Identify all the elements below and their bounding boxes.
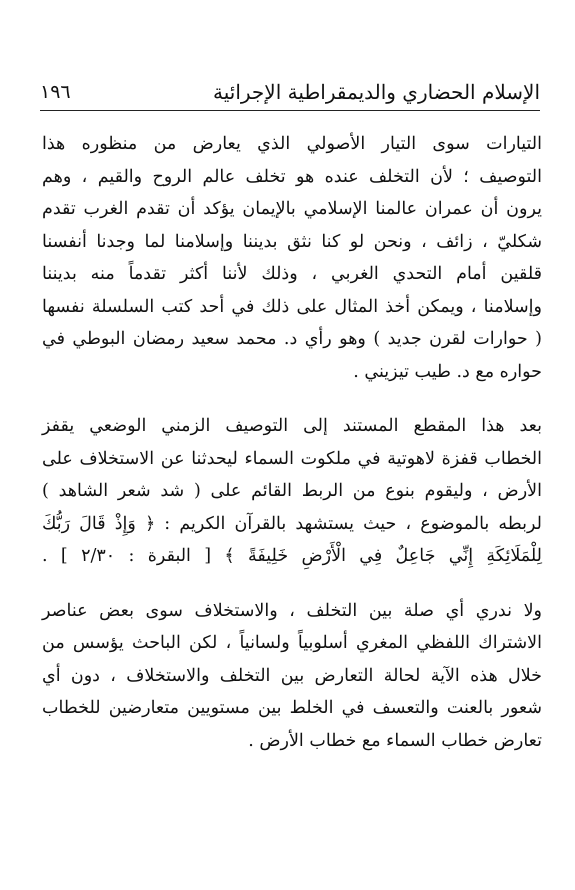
text-line: التوصيف ؛ لأن التخلف عنده هو تخلف عالم الروح والقيم ، وهم	[42, 166, 542, 187]
text-line: قلقين أمام التحدي الغربي ، وذلك لأننا أكثر تقدماً منه بديننا	[42, 264, 542, 284]
page-number: ١٩٦	[40, 81, 71, 103]
page-header	[40, 76, 540, 106]
text-line: ولا ندري أي صلة بين التخلف ، والاستخلاف سوى بعض عناصر	[42, 600, 542, 621]
text-line: الخطاب قفزة لاهوتية في ملكوت السماء ليحدثنا عن الاستخلاف على	[42, 448, 542, 469]
quran-verse-line: لِلْمَلَائِكَةِ إِنِّي جَاعِلٌ فِي الْأَرْضِ خَلِيفَةً ﴾ [ البقرة : ٢/٣٠ ] .	[42, 546, 542, 566]
paragraph-3	[42, 595, 542, 758]
text-line: الاشتراك اللفظي المغري أسلوبياً ولسانياً ، لكن الباحث يؤسس من	[42, 633, 542, 653]
running-title: الإسلام الحضاري والديمقراطية الإجرائية	[213, 80, 540, 104]
paragraph-spacer	[42, 573, 542, 595]
text-line: تعارض خطاب السماء مع خطاب الأرض .	[248, 730, 542, 751]
text-line: وإسلامنا ، ويمكن أخذ المثال على ذلك في أحد كتب السلسلة نفسها	[42, 296, 542, 317]
body-text	[42, 128, 542, 757]
paragraph-2	[42, 410, 542, 573]
text-line: شكليّ ، زائف ، ونحن لو كنا نثق بديننا وإسلامنا لما وجدنا أنفسنا	[42, 231, 542, 252]
text-line: لربطه بالموضوع ، حيث يستشهد بالقرآن الكريم : ﴿ وَإِذْ قَالَ رَبُّكَ	[42, 513, 542, 534]
text-line: ( حوارات لقرن جديد ) وهو رأي د. محمد سعيد رمضان البوطي في	[42, 329, 542, 349]
paragraph-spacer	[42, 388, 542, 410]
text-line: خلال هذه الآية لحالة التعارض بين التخلف والاستخلاف ، دون أي	[42, 665, 542, 686]
text-line: بعد هذا المقطع المستند إلى التوصيف الزمني الوضعي يقفز	[42, 416, 542, 436]
header-divider	[40, 110, 540, 111]
paragraph-1	[42, 128, 542, 388]
text-line: شعور بالعنت والتعسف في الخلط بين مستويين متعارضين للخطاب	[42, 698, 542, 718]
text-line: التيارات سوى التيار الأصولي الذي يعارض من منظوره هذا	[42, 134, 542, 154]
text-line: الأرض ، وليقوم بنوع من الربط القائم على ( شد شعر الشاهد )	[42, 481, 542, 501]
text-line: يرون أن عمران عالمنا الإسلامي بالإيمان يؤكد أن تقدم الغرب تقدم	[42, 199, 542, 219]
text-line: حواره مع د. طيب تيزيني .	[353, 361, 542, 382]
